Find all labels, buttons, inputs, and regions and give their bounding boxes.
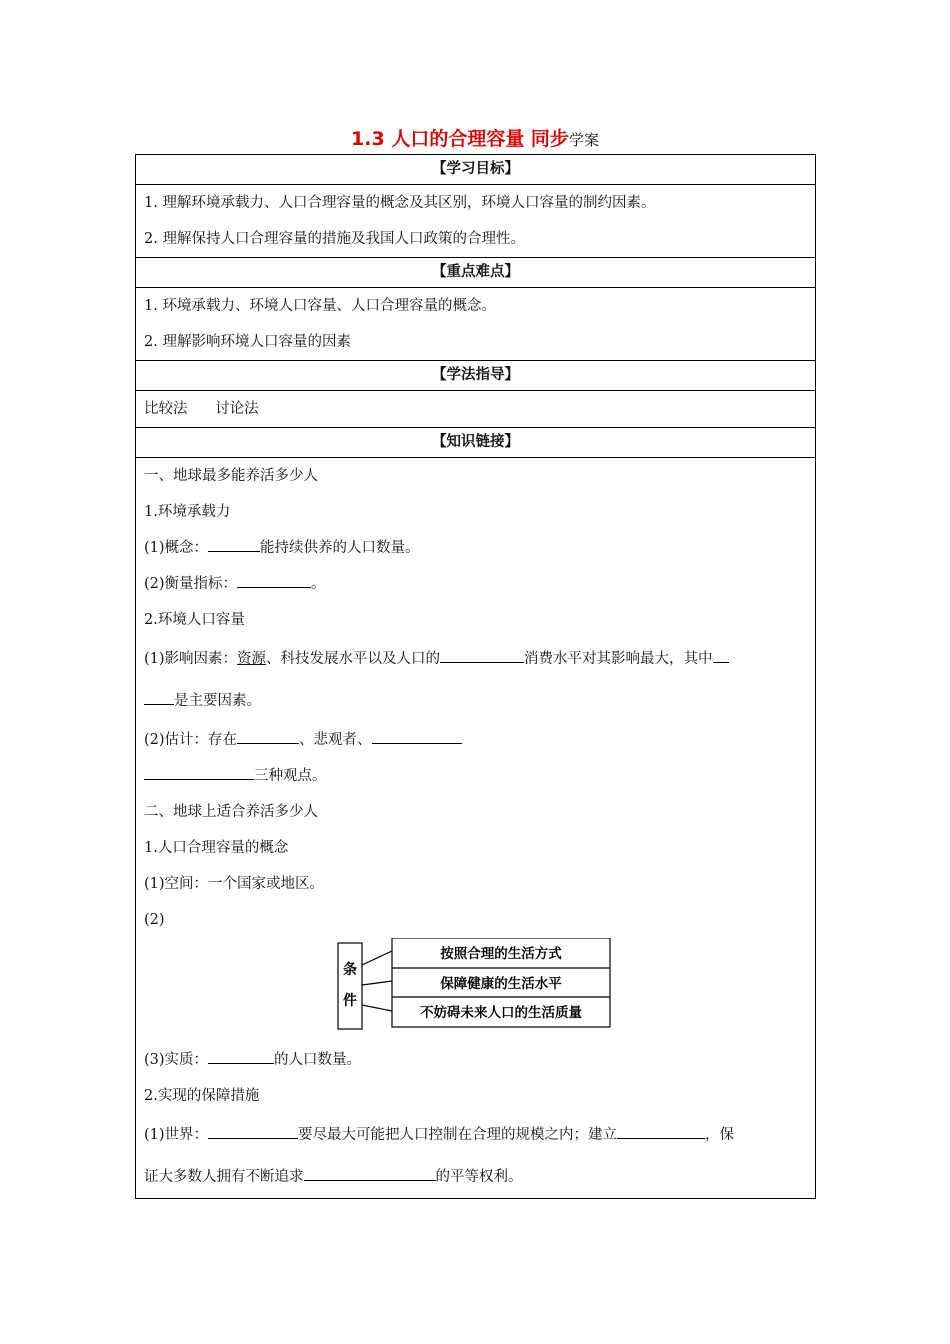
fill-blank: [237, 728, 299, 744]
conditions-label: (2): [144, 912, 165, 928]
fill-blank: [304, 1165, 436, 1181]
fill-blank: [144, 764, 254, 780]
world-line: (1)世界： 要尽最大可能把人口控制在合理的规模之内；建立 ，保: [144, 1114, 807, 1156]
goal-item: 1. 理解环境承载力、人口合理容量的概念及其区别，环境人口容量的制约因素。: [144, 195, 656, 211]
section-header-knowledge: 【知识链接】: [136, 428, 816, 458]
fill-blank: [237, 572, 311, 588]
fill-blank: [713, 647, 729, 663]
goal-item: 2. 理解保持人口合理容量的措施及我国人口政策的合理性。: [144, 231, 525, 247]
fill-blank: [372, 728, 462, 744]
goals-cell: [136, 185, 816, 258]
keypoint-item: 1. 环境承载力、环境人口容量、人口合理容量的概念。: [144, 298, 496, 314]
estimate-line-cont: 三种观点。: [144, 758, 807, 794]
section-header-keypoints: 【重点难点】: [136, 258, 816, 288]
keypoint-item: 2. 理解影响环境人口容量的因素: [144, 334, 351, 350]
connector-line: [362, 951, 392, 965]
condition-item: 不妨碍未来人口的生活质量: [420, 1005, 582, 1021]
heading-1: 一、地球最多能养活多少人: [144, 468, 318, 484]
section-header-methods: 【学法指导】: [136, 361, 816, 391]
indicator-line: (2)衡量指标： 。: [144, 566, 807, 602]
space-line: (1)空间：一个国家或地区。: [144, 876, 325, 892]
fill-blank: [208, 1123, 298, 1139]
title-main: 1.3 人口的合理容量 同步: [351, 128, 569, 150]
condition-label-char: 条: [343, 962, 357, 978]
condition-item: 按照合理的生活方式: [440, 946, 562, 962]
title-suffix: 学案: [568, 131, 599, 149]
conditions-diagram-svg: [144, 938, 808, 1042]
fill-blank: [440, 647, 524, 663]
subheading-4: 2.实现的保障措施: [144, 1088, 260, 1104]
methods-cell: [136, 391, 816, 428]
estimate-line: (2)估计：存在 、悲观者、: [144, 722, 807, 758]
fill-blank: [144, 689, 174, 705]
factors-line: (1)影响因素：资源、科技发展水平以及人口的 消费水平对其影响最大，其中: [144, 638, 807, 680]
factors-line-cont: 是主要因素。: [144, 680, 807, 722]
world-line-cont: 证大多数人拥有不断追求 的平等权利。: [144, 1156, 807, 1198]
knowledge-cell: [136, 458, 816, 1199]
subheading-3: 1.人口合理容量的概念: [144, 840, 289, 856]
condition-label-box: [338, 943, 362, 1029]
fill-blank: [208, 536, 260, 552]
condition-item: 保障健康的生活水平: [440, 976, 562, 992]
conditions-diagram: [144, 938, 807, 1042]
keypoints-cell: [136, 288, 816, 361]
fill-blank: [208, 1048, 274, 1064]
section-header-goals: 【学习目标】: [136, 155, 816, 185]
worksheet-table: [135, 154, 816, 1199]
fill-blank: [617, 1123, 705, 1139]
essence-line: (3)实质： 的人口数量。: [144, 1042, 807, 1078]
connector-line: [362, 1005, 392, 1011]
subheading-2: 2.环境人口容量: [144, 612, 245, 628]
concept-line: (1)概念： 能持续供养的人口数量。: [144, 530, 807, 566]
methods-text: 比较法 讨论法: [144, 401, 259, 417]
subheading-1: 1.环境承载力: [144, 504, 231, 520]
heading-2: 二、地球上适合养活多少人: [144, 804, 318, 820]
condition-label-char: 件: [343, 993, 357, 1009]
underlined-resource: 资源: [237, 651, 267, 667]
connector-line: [362, 981, 392, 985]
document-title: [0, 124, 950, 151]
